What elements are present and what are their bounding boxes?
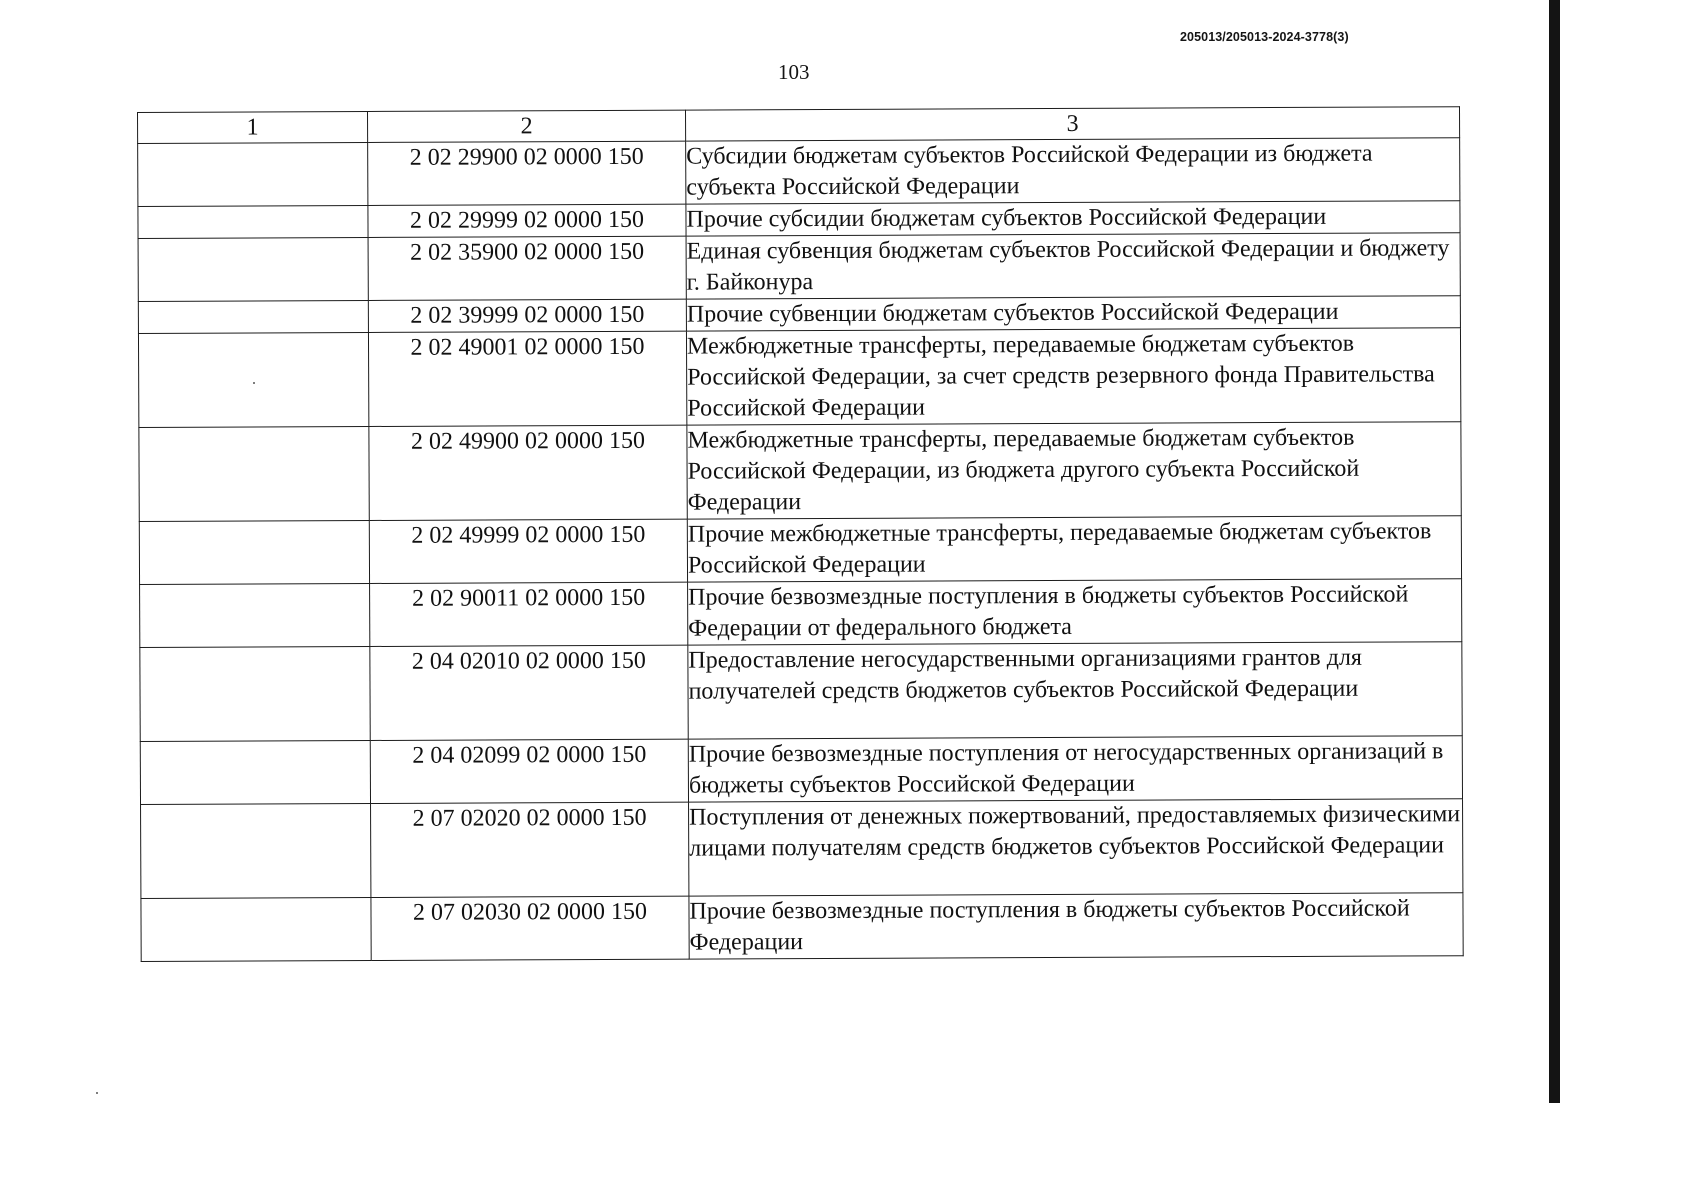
scan-speck [253, 382, 255, 384]
table-row [139, 516, 1461, 585]
code-description: Прочие безвозмездные поступления в бюджеты субъектов Российской Федерации [689, 893, 1463, 959]
budget-code: 2 04 02099 02 0000 150 [370, 739, 688, 803]
code-description: Прочие субсидии бюджетам субъектов Российской Федерации [686, 201, 1460, 236]
table-row [138, 201, 1460, 239]
code-description: Прочие безвозмездные поступления в бюджеты субъектов Российской Федерации от федерального бюджета [688, 579, 1462, 645]
code-description: Предоставление негосударственными организациями грантов для получателей средств бюджетов субъектов Российской Федерации [688, 642, 1462, 739]
budget-code: 2 02 29900 02 0000 150 [368, 141, 686, 205]
budget-code: 2 02 29999 02 0000 150 [368, 204, 686, 237]
admin-cell [138, 300, 368, 333]
table-row [141, 893, 1463, 962]
code-description: Прочие межбюджетные трансферты, передаваемые бюджетам субъектов Российской Федерации [687, 516, 1461, 582]
column-header-1: 1 [138, 111, 368, 143]
code-description: Межбюджетные трансферты, передаваемые бюджетам субъектов Российской Федерации, из бюджета другого субъекта Российской Федерации [687, 422, 1461, 519]
table-row [138, 328, 1460, 428]
page-number: 103 [778, 60, 810, 84]
admin-cell [141, 803, 371, 898]
admin-cell [138, 205, 368, 238]
table-row [138, 138, 1460, 207]
budget-code: 2 07 02020 02 0000 150 [371, 802, 689, 897]
code-description: Единая субвенция бюджетам субъектов Российской Федерации и бюджету г. Байконура [686, 233, 1460, 299]
budget-codes-table [137, 106, 1464, 962]
table-row [140, 579, 1462, 648]
budget-code: 2 02 49999 02 0000 150 [369, 519, 687, 583]
code-description: Субсидии бюджетам субъектов Российской Федерации из бюджета субъекта Российской Федерации [686, 138, 1460, 204]
column-header-2: 2 [368, 110, 686, 142]
table-row [138, 233, 1460, 302]
admin-cell [139, 426, 369, 521]
budget-code: 2 02 39999 02 0000 150 [368, 299, 686, 332]
scan-speck [96, 1092, 98, 1094]
admin-cell [140, 646, 370, 741]
budget-code: 2 07 02030 02 0000 150 [371, 896, 689, 960]
document-id: 205013/205013-2024-3778(3) [1180, 30, 1349, 44]
code-description: Межбюджетные трансферты, передаваемые бюджетам субъектов Российской Федерации, за счет средств резервного фонда Правительства Российской Федерации [686, 328, 1460, 425]
code-description: Поступления от денежных пожертвований, предоставляемых физическими лицами получателям средств бюджетов субъектов Российской Федерации [689, 799, 1463, 896]
table-row [140, 736, 1462, 805]
table-row [140, 642, 1462, 742]
table-row [139, 422, 1461, 522]
budget-code: 2 04 02010 02 0000 150 [370, 645, 688, 740]
table-row [141, 799, 1463, 899]
admin-cell [138, 237, 368, 301]
admin-cell [141, 897, 371, 961]
admin-cell [138, 332, 368, 427]
code-description: Прочие субвенции бюджетам субъектов Российской Федерации [686, 296, 1460, 331]
admin-cell [138, 142, 368, 206]
column-header-3: 3 [685, 107, 1459, 141]
budget-code: 2 02 49900 02 0000 150 [369, 425, 687, 520]
scan-edge-strip [1549, 0, 1560, 1103]
admin-cell [140, 740, 370, 804]
budget-code: 2 02 90011 02 0000 150 [370, 582, 688, 646]
admin-cell [140, 583, 370, 647]
budget-code: 2 02 49001 02 0000 150 [368, 331, 686, 426]
budget-code: 2 02 35900 02 0000 150 [368, 236, 686, 300]
admin-cell [139, 520, 369, 584]
code-description: Прочие безвозмездные поступления от негосударственных организаций в бюджеты субъектов Российской Федерации [688, 736, 1462, 802]
table-row [138, 296, 1460, 334]
